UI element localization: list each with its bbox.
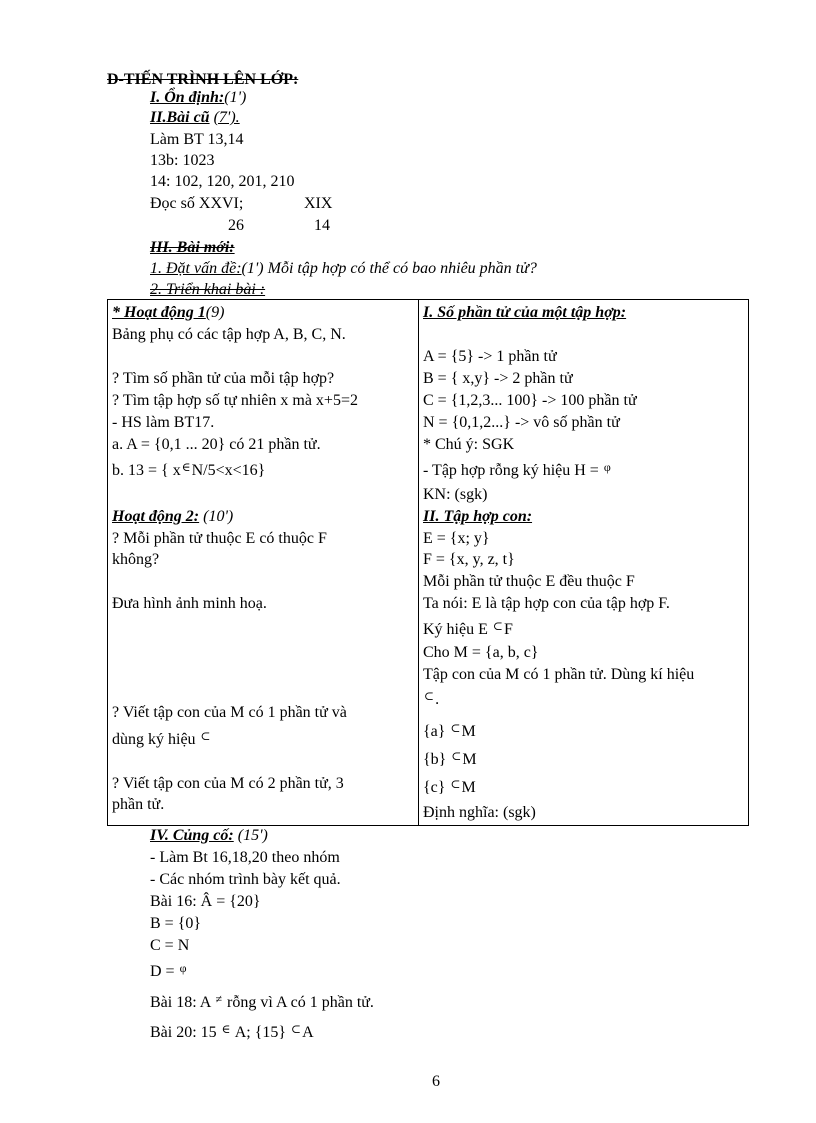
tap-con-line-1: Tập con của M có 1 phần tử. Dùng kí hiệu xyxy=(423,666,695,683)
answer-b xyxy=(112,461,265,481)
roman-xix: XIX xyxy=(304,195,333,212)
moi-phan-tu: Mỗi phần tử thuộc E đều thuộc F xyxy=(423,573,635,590)
dat-van-de-line xyxy=(150,259,537,279)
not-equal-symbol: ≠ xyxy=(215,992,223,1006)
subset-symbol: ⊂ xyxy=(451,749,462,763)
question-4b xyxy=(112,730,212,750)
cung-co-time: (15') xyxy=(237,827,268,844)
page-number: 6 xyxy=(432,1073,440,1090)
hd2-title: Hoạt động 2: xyxy=(112,508,200,525)
subset-a-line xyxy=(423,722,476,742)
dinh-nghia: Định nghĩa: (sgk) xyxy=(423,804,536,821)
cho-m: Cho M = {a, b, c} xyxy=(423,644,539,661)
number-14: 14 xyxy=(314,217,330,234)
empty-set-symbol: φ xyxy=(179,961,187,975)
ta-noi: Ta nói: E là tập hợp con của tập hợp F. xyxy=(423,595,670,612)
ky-hieu-f: F xyxy=(503,621,513,638)
section-1-title: I. Số phần tử của một tập hợp: xyxy=(423,304,627,321)
bai-18-pre: Bài 18: A xyxy=(150,994,211,1011)
teacher-column xyxy=(108,300,419,826)
bai-20-mid: A; {15} xyxy=(234,1024,287,1041)
answer-b-post: N/5<x<16} xyxy=(191,462,266,479)
subset-symbol: ⊂ xyxy=(450,777,461,791)
answer-a: a. A = {0,1 ... 20} có 21 phần tử. xyxy=(112,436,321,453)
ky-hieu-text: Ký hiệu E xyxy=(423,621,488,638)
lam-bt-nhom: - Làm Bt 16,18,20 theo nhóm xyxy=(150,849,340,866)
hd1-time: (9) xyxy=(205,304,225,321)
hd1-line xyxy=(112,303,224,323)
set-e: E = {x; y} xyxy=(423,530,490,547)
bai-20-pre: Bài 20: 15 xyxy=(150,1024,217,1041)
set-d-text: D = xyxy=(150,963,175,980)
bai-20 xyxy=(150,1023,314,1043)
set-f: F = {x, y, z, t} xyxy=(423,551,515,568)
hd1-title: * Hoạt động 1 xyxy=(112,304,206,321)
empty-set-symbol: φ xyxy=(603,460,611,474)
bai-cu-title: II.Bài cũ xyxy=(150,109,210,126)
tap-con-period: . xyxy=(435,691,440,708)
doc-so-label: Đọc số XXVI; xyxy=(150,195,244,212)
set-m: M xyxy=(461,723,476,740)
dat-van-de-text: (1') Mỗi tập hợp có thể có bao nhiêu phần tử? xyxy=(241,260,537,277)
set-m: M xyxy=(462,751,477,768)
bang-phu: Bảng phụ có các tập hợp A, B, C, N. xyxy=(112,326,346,343)
on-dinh-time: (1') xyxy=(224,89,247,106)
subset-b: {b} xyxy=(423,751,447,768)
bai-moi-title: III. Bài mới: xyxy=(150,239,235,256)
lesson-table xyxy=(107,299,749,826)
section-2-title: II. Tập hợp con: xyxy=(423,508,533,525)
question-5a: ? Viết tập con của M có 2 phần tử, 3 xyxy=(112,775,344,792)
cung-co-line xyxy=(150,826,268,846)
answer-14: 14: 102, 120, 201, 210 xyxy=(150,173,295,190)
question-1: ? Tìm số phần tử của mỗi tập hợp? xyxy=(112,370,335,387)
question-5b: phần tử. xyxy=(112,796,165,813)
bai-18-post: rỗng vì A có 1 phần tử. xyxy=(227,994,374,1011)
set-b-0: B = {0} xyxy=(150,915,202,932)
cac-nhom: - Các nhóm trình bày kết quả. xyxy=(150,871,341,888)
hd2-line xyxy=(112,507,233,527)
kn-sgk: KN: (sgk) xyxy=(423,486,488,503)
question-4b-text: dùng ký hiệu xyxy=(112,731,196,748)
ky-hieu-line xyxy=(423,620,513,640)
bai-cu-line xyxy=(150,108,240,128)
answer-b-pre: b. 13 = { x xyxy=(112,462,181,479)
empty-set-line xyxy=(423,461,612,481)
set-n: N = {0,1,2...} -> vô số phần tử xyxy=(423,414,620,431)
set-a: A = {5} -> 1 phần tử xyxy=(423,348,557,365)
set-c-n: C = N xyxy=(150,937,190,954)
on-dinh-line xyxy=(150,88,246,108)
question-3b: không? xyxy=(112,551,160,568)
set-b: B = { x,y} -> 2 phần tử xyxy=(423,370,573,387)
tap-con-line-2 xyxy=(423,690,439,710)
cung-co-title: IV. Củng cố: xyxy=(150,827,234,844)
subset-symbol: ⊂ xyxy=(424,689,435,703)
element-of-symbol: ∈ xyxy=(221,1022,231,1036)
set-m: M xyxy=(461,779,476,796)
lam-bt-13-14: Làm BT 13,14 xyxy=(150,131,244,148)
bai-cu-time: (7'). xyxy=(213,109,240,126)
question-4a: ? Viết tập con của M có 1 phần tử và xyxy=(112,704,347,721)
number-26: 26 xyxy=(228,217,244,234)
empty-set-text: - Tập hợp rỗng ký hiệu H = xyxy=(423,462,599,479)
set-c: C = {1,2,3... 100} -> 100 phần tử xyxy=(423,392,637,409)
subset-symbol: ⊂ xyxy=(492,619,503,633)
dua-hinh-anh: Đưa hình ảnh minh hoạ. xyxy=(112,595,267,612)
dat-van-de-title: 1. Đặt vấn đề: xyxy=(150,260,242,277)
question-2: ? Tìm tập hợp số tự nhiên x mà x+5=2 xyxy=(112,392,358,409)
on-dinh-title: I. Ổn định: xyxy=(150,89,225,106)
hd2-time: (10') xyxy=(203,508,234,525)
element-of-symbol: ∈ xyxy=(181,460,191,474)
chu-y: * Chú ý: SGK xyxy=(423,436,515,453)
set-d-empty xyxy=(150,962,188,982)
subset-symbol: ⊂ xyxy=(450,721,461,735)
bai-16: Bài 16: Â = {20} xyxy=(150,893,261,910)
bai-18 xyxy=(150,993,374,1013)
subset-b-line xyxy=(423,750,477,770)
subset-symbol: ⊂ xyxy=(200,729,211,743)
subset-a: {a} xyxy=(423,723,446,740)
subset-symbol: ⊂ xyxy=(291,1022,302,1036)
question-3a: ? Mỗi phần tử thuộc E có thuộc F xyxy=(112,530,327,547)
content-column xyxy=(419,300,749,826)
bai-20-post: A xyxy=(302,1024,314,1041)
hs-lam-bt17: - HS làm BT17. xyxy=(112,414,215,431)
subset-c-line xyxy=(423,778,476,798)
answer-13b: 13b: 1023 xyxy=(150,152,215,169)
trien-khai-title: 2. Triển khai bài : xyxy=(150,281,266,298)
section-d-heading: D-TIẾN TRÌNH LÊN LỚP: xyxy=(107,71,299,88)
subset-c: {c} xyxy=(423,779,446,796)
